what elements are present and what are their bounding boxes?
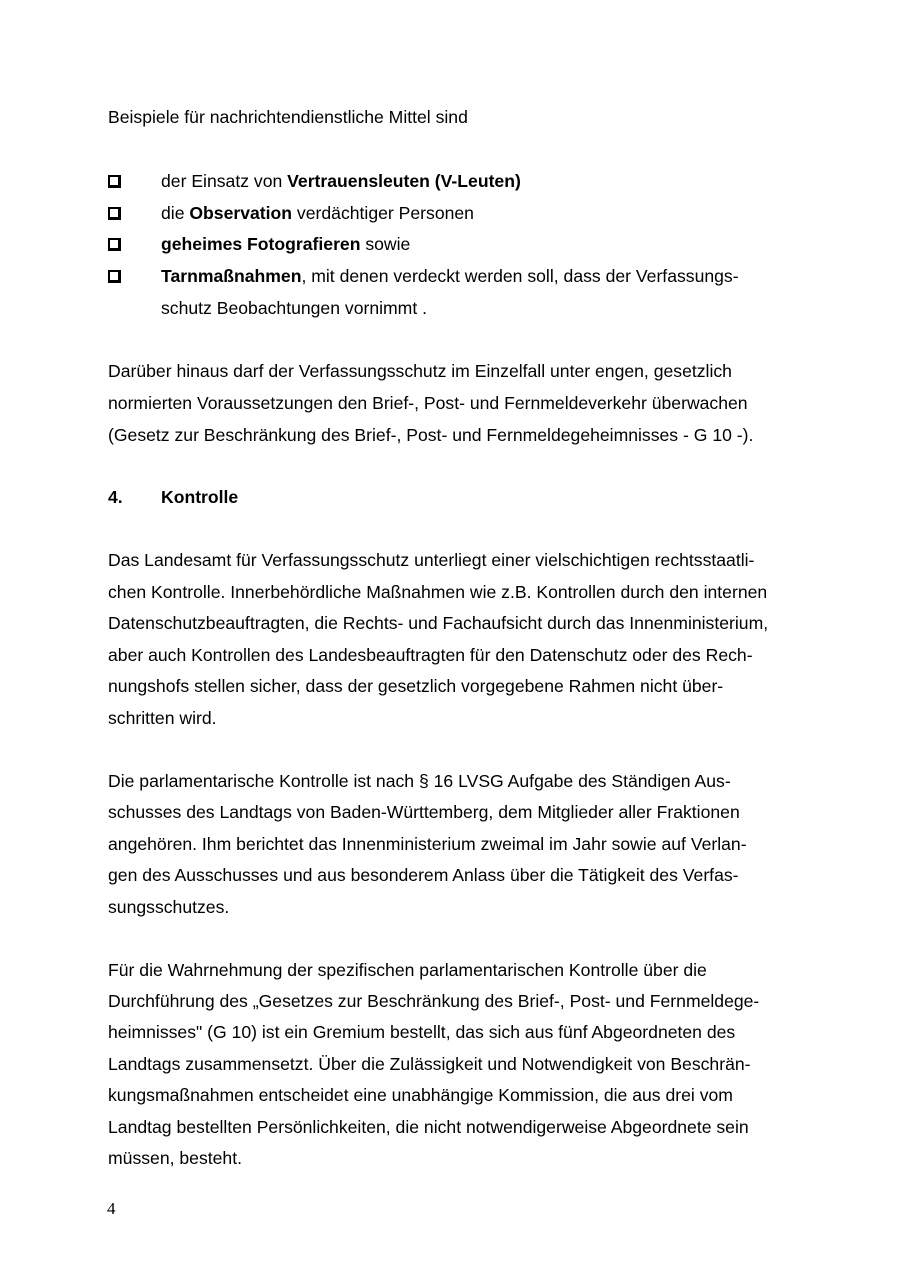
paragraph-line: (Gesetz zur Beschränkung des Brief-, Post- und Fernmeldegeheimnisses - G 10 -). bbox=[108, 425, 754, 445]
paragraph-line: nungshofs stellen sicher, dass der gesetzlich vorgegebene Rahmen nicht über- bbox=[108, 676, 724, 696]
section-number: 4. bbox=[108, 487, 123, 507]
bullet-item: die Observation verdächtiger Personen bbox=[161, 203, 474, 223]
intro-text: Beispiele für nachrichtendienstliche Mittel sind bbox=[108, 107, 468, 127]
paragraph-line: gen des Ausschusses und aus besonderem Anlass über die Tätigkeit des Verfas- bbox=[108, 865, 739, 885]
paragraph-line: sungsschutzes. bbox=[108, 897, 230, 917]
bullet-item: der Einsatz von Vertrauensleuten (V-Leuten) bbox=[161, 171, 521, 191]
paragraph-line: Datenschutzbeauftragten, die Rechts- und Fachaufsicht durch das Innenministerium, bbox=[108, 613, 769, 633]
paragraph-line: Durchführung des „Gesetzes zur Beschränkung des Brief-, Post- und Fernmeldege- bbox=[108, 991, 760, 1011]
paragraph-line: angehören. Ihm berichtet das Innenministerium zweimal im Jahr sowie auf Verlan- bbox=[108, 834, 747, 854]
paragraph-line: Die parlamentarische Kontrolle ist nach § 16 LVSG Aufgabe des Ständigen Aus- bbox=[108, 771, 731, 791]
paragraph-line: schusses des Landtags von Baden-Württemberg, dem Mitglieder aller Fraktionen bbox=[108, 802, 740, 822]
paragraph-line: Für die Wahrnehmung der spezifischen parlamentarischen Kontrolle über die bbox=[108, 960, 707, 980]
paragraph-line: heimnisses" (G 10) ist ein Gremium bestellt, das sich aus fünf Abgeordneten des bbox=[108, 1022, 736, 1042]
section-heading: Kontrolle bbox=[161, 487, 239, 507]
page-number: 4 bbox=[107, 1199, 116, 1218]
paragraph-line: chen Kontrolle. Innerbehördliche Maßnahmen wie z.B. Kontrollen durch den internen bbox=[108, 582, 768, 602]
paragraph-line: aber auch Kontrollen des Landesbeauftragten für den Datenschutz oder des Rech- bbox=[108, 645, 753, 665]
bullet-item: Tarnmaßnahmen, mit denen verdeckt werden soll, dass der Verfassungs- bbox=[161, 266, 739, 286]
paragraph-line: Das Landesamt für Verfassungsschutz unterliegt einer vielschichtigen rechtsstaatli- bbox=[108, 550, 755, 570]
bullet-item-continuation: schutz Beobachtungen vornimmt . bbox=[161, 298, 428, 318]
bullet-item: geheimes Fotografieren sowie bbox=[161, 234, 411, 254]
paragraph-line: kungsmaßnahmen entscheidet eine unabhängige Kommission, die aus drei vom bbox=[108, 1085, 733, 1105]
paragraph-line: müssen, besteht. bbox=[108, 1148, 242, 1168]
paragraph-line: Landtags zusammensetzt. Über die Zulässigkeit und Notwendigkeit von Beschrän- bbox=[108, 1054, 751, 1074]
checkbox-bullet-icon bbox=[108, 238, 121, 251]
paragraph-line: schritten wird. bbox=[108, 708, 217, 728]
paragraph-line: Landtag bestellten Persönlichkeiten, die nicht notwendigerweise Abgeordnete sein bbox=[108, 1117, 749, 1137]
checkbox-bullet-icon bbox=[108, 175, 121, 188]
paragraph-line: normierten Voraussetzungen den Brief-, Post- und Fernmeldeverkehr überwachen bbox=[108, 393, 748, 413]
checkbox-bullet-icon bbox=[108, 207, 121, 220]
paragraph-line: Darüber hinaus darf der Verfassungsschutz im Einzelfall unter engen, gesetzlich bbox=[108, 361, 732, 381]
checkbox-bullet-icon bbox=[108, 270, 121, 283]
